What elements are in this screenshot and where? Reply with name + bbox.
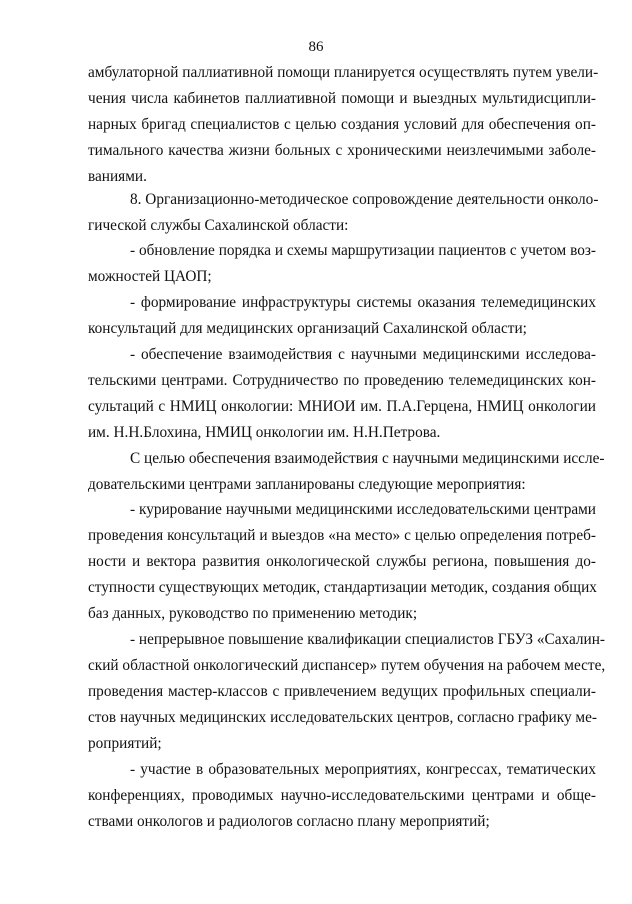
text-line: роприятий; (88, 735, 162, 752)
text-line: - курирование научными медицинскими исследовательскими центрами (130, 501, 596, 518)
text-line: амбулаторной паллиативной помощи планируется осуществлять путем увели- (88, 64, 599, 81)
text-line: С целью обеспечения взаимодействия с научными медицинскими иссле- (130, 450, 605, 467)
text-line: конференциях, проводимых научно-исследовательскими центрами и обще- (88, 787, 596, 804)
text-line: проведения мастер-классов с привлечением ведущих профильных специали- (88, 683, 596, 700)
paragraph-intro (88, 446, 605, 498)
text-line: ский областной онкологический диспансер» путем обучения на рабочем месте, (88, 657, 606, 674)
text-line: - формирование инфраструктуры системы оказания телемедицинских (130, 294, 596, 311)
text-line: можностей ЦАОП; (88, 268, 212, 285)
text-line: им. Н.Н.Блохина, НМИЦ онкологии им. Н.Н.Петрова. (88, 424, 441, 441)
text-line: стов научных медицинских исследовательских центров, согласно графику ме- (88, 709, 597, 726)
paragraph-list-item (88, 342, 596, 446)
text-line: - участие в образовательных мероприятиях, конгрессах, тематических (130, 761, 596, 778)
paragraph-list-item (88, 290, 596, 342)
text-line: 8. Организационно-методическое сопровождение деятельности онколо- (130, 191, 599, 208)
paragraph-continuation (88, 60, 599, 190)
text-line: - непрерывное повышение квалификации специалистов ГБУЗ «Сахалин- (130, 631, 606, 648)
paragraph-list-item (88, 757, 596, 835)
text-line: довательскими центрами запланированы следующие мероприятия: (88, 476, 526, 493)
paragraph-list-item (88, 497, 596, 627)
paragraph-list-item (88, 627, 606, 757)
text-line: тимального качества жизни больных с хроническими неизлечимыми заболе- (88, 142, 596, 159)
page-number: 86 (308, 39, 324, 55)
text-line: - обеспечение взаимодействия с научными медицинскими исследова- (130, 346, 596, 363)
text-line: проведения консультаций и выездов «на место» с целью определения потреб- (88, 527, 596, 544)
text-line: ступности существующих методик, стандартизации методик, создания общих (88, 579, 597, 596)
text-line: консультаций для медицинских организаций Сахалинской области; (88, 320, 527, 337)
text-line: баз данных, руководство по применению методик; (88, 605, 418, 622)
text-line: - обновление порядка и схемы маршрутизации пациентов с учетом воз- (130, 242, 596, 259)
text-line: чения числа кабинетов паллиативной помощи и выездных мультидисципли- (88, 90, 596, 107)
text-line: ствами онкологов и радиологов согласно плану мероприятий; (88, 813, 490, 830)
text-line: тельскими центрами. Сотрудничество по проведению телемедицинских кон- (88, 372, 596, 389)
text-line: сультаций с НМИЦ онкологии: МНИОИ им. П.А.Герцена, НМИЦ онкологии (88, 398, 596, 415)
text-line: гической службы Сахалинской области: (88, 217, 349, 234)
text-line: ности и вектора развития онкологической службы региона, повышения до- (88, 553, 596, 570)
text-line: нарных бригад специалистов с целью создания условий для обеспечения оп- (88, 116, 596, 133)
text-line: ваниями. (88, 168, 147, 185)
paragraph-list-item (88, 238, 596, 290)
paragraph-section-8 (88, 187, 599, 239)
